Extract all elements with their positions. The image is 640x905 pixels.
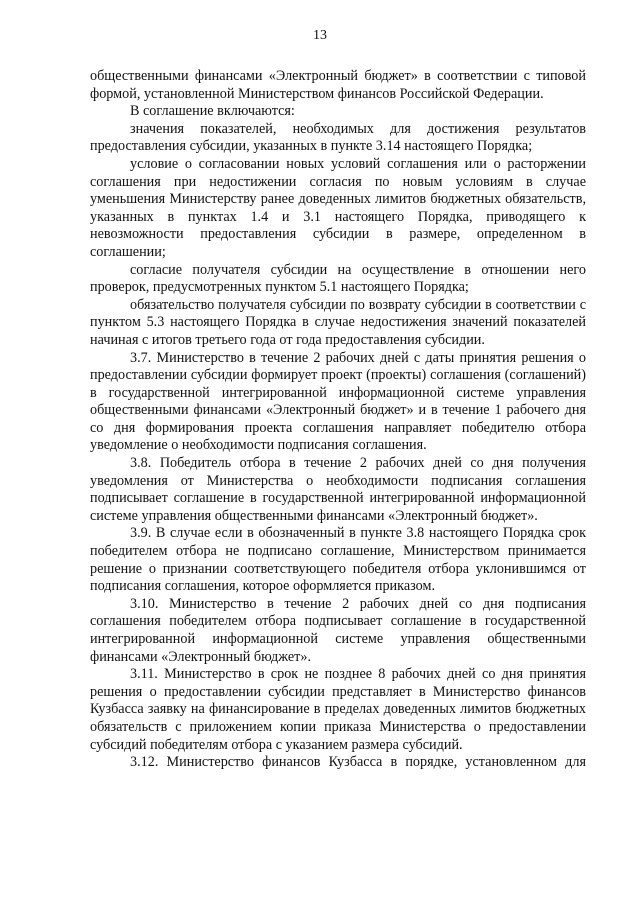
page-number: 13 <box>313 28 327 43</box>
paragraph: 3.12. Министерство финансов Кузбасса в порядке, установленном для <box>130 754 586 771</box>
paragraph: обязательство получателя субсидии по возврату субсидии в соответствии с пунктом 5.3 настоящего Порядка в случае недостижения значений показателей начиная с итогов третьего года от года предоставления субсидии. <box>90 296 586 348</box>
paragraph: условие о согласовании новых условий соглашения или о расторжении соглашения при недостижении согласия по новым условиям в случае уменьшения Министерству ранее доведенных лимитов бюджетных обязательств, указанных в пунктах 1.4 и 3.1 настоящего Порядка, приводящего к невозможности предоставления субсидии в размере, определенном в соглашении; <box>90 155 586 260</box>
paragraph: общественными финансами «Электронный бюджет» в соответствии с типовой формой, установленной Министерством финансов Российской Федерации. <box>90 68 586 102</box>
paragraph: 3.10. Министерство в течение 2 рабочих дней со дня подписания соглашения победителем отбора подписывает соглашение в государственной интегрированной информационной системе управления общественными финансами «Электронный бюджет». <box>90 595 586 665</box>
paragraph: 3.9. В случае если в обозначенный в пункте 3.8 настоящего Порядка срок победителем отбора не подписано соглашение, Министерством принимается решение о признании соответствующего победителя отбора уклонившимся от подписания соглашения, которое оформляется приказом. <box>90 525 586 595</box>
paragraph: 3.8. Победитель отбора в течение 2 рабочих дней со дня получения уведомления от Министерства о необходимости подписания соглашения подписывает соглашение в государственной интегрированной информационной системе управления общественными финансами «Электронный бюджет». <box>90 455 586 524</box>
paragraph: 3.7. Министерство в течение 2 рабочих дней с даты принятия решения о предоставлении субсидии формирует проект (проекты) соглашения (соглашений) в государственной интегрированной информационной системе управления общественными финансами «Электронный бюджет» и в течение 1 рабочего дня со дня формирования проекта соглашения направляет победителю отбора уведомление о необходимости подписания соглашения. <box>90 349 586 454</box>
paragraph: значения показателей, необходимых для достижения результатов предоставления субсидии, указанных в пункте 3.14 настоящего Порядка; <box>90 120 586 155</box>
paragraph: В соглашение включаются: <box>130 103 295 120</box>
paragraph: 3.11. Министерство в срок не позднее 8 рабочих дней со дня принятия решения о предоставлении субсидии представляет в Министерство финансов Кузбасса заявку на финансирование в пределах доведенных лимитов бюджетных обязательств с приложением копии приказа Министерства о предоставлении субсидий победителям отбора с указанием размера субсидий. <box>90 666 586 753</box>
paragraph: согласие получателя субсидии на осуществление в отношении него проверок, предусмотренных пунктом 5.1 настоящего Порядка; <box>90 261 586 296</box>
document-body <box>90 68 586 772</box>
